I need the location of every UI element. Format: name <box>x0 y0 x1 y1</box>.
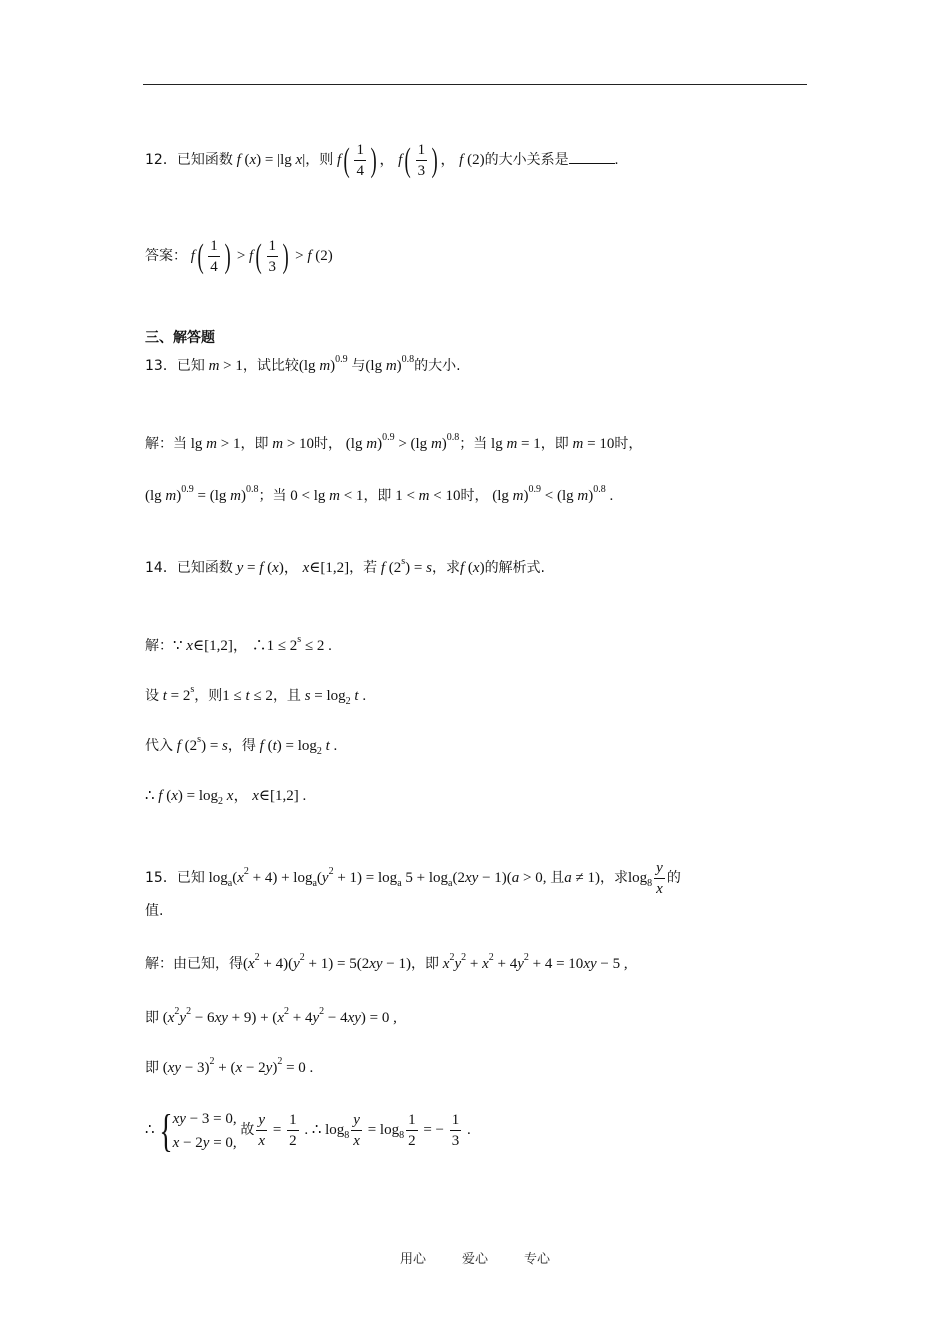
solution-14-line2: 设 $t = 2^s$，则1 ≤ t ≤ 2，且 $s = \log_2 t$ . <box>145 684 367 707</box>
page-footer: 用心 爱心 专心 <box>399 1252 551 1267</box>
section-title: 三、解答题 <box>145 330 215 346</box>
answer-blank <box>569 151 615 164</box>
solution-13-line2: (lg m)$^{0.9}$ = (lg m)$^{0.8}$；当 0 < lg m < 1，即 1 < m < 10时， (lg m)$^{0.9}$ < (lg m)$^{0.8}$ . <box>145 484 614 504</box>
solution-14-line1: 解：∵ x∈[1,2]， ∴1 ≤ $2^s \le 2$ . <box>145 634 332 654</box>
solution-15-line1: 解：由已知，得$(x^2 + 4)(y^2 + 1) = 5(2xy - 1)$，即 $x^2y^2 + x^2 + 4y^2 + 4 = 10xy - 5$ , <box>145 952 628 972</box>
solution-14-line3: 代入 f $(2^s) = s$，得 f $(t) = \log_2 t$ . <box>145 734 338 757</box>
question-15-cont: 值. <box>145 903 164 919</box>
solution-15-line2: 即 $(x^2y^2 - 6xy + 9) + (x^2 + 4y^2 - 4xy) = 0$ , <box>145 1006 397 1026</box>
question-15: 15．已知 $\log_a(x^2 + 4) + \log_a(y^2 + 1) = \log_a 5 + \log_a(2xy - 1)(a > 0$, 且a ≠ 1)，求$\log_8$ $\frac{y}{x}$ 的 <box>145 860 681 897</box>
solution-14-line4: ∴ f $(x) = \log_2 x$， x∈[1,2] . <box>145 788 307 807</box>
solution-15-line3: 即 $(xy - 3)^2 + (x - 2y)^2 = 0$ . <box>145 1056 314 1076</box>
header-rule <box>143 84 807 85</box>
solution-13-line1: 解：当 lg m > 1，即 m > 10时， (lg m)$^{0.9}$ > (lg m)$^{0.8}$；当 lg m = 1，即 m = 10时， <box>145 432 643 452</box>
question-13: 13．已知 m > 1，试比较(lg m)$^{0.9}$ 与(lg m)$^{0.8}$的大小. <box>145 354 461 374</box>
solution-15-line4: ∴{ xy − 3 = 0, x − 2y = 0, 故 $\frac{y}{x}$ = $\frac{1}{2}$ . ∴ $\log_8$ $\frac{y}{x}$ = $\log_8$ $\frac{1}{2}$ = − $\frac{1}{3}$ . <box>145 1105 471 1156</box>
question-12: 12．已知函数 f (x) = |lg x|，则 f( $\frac{1}{4}$ ) ， f( $\frac{1}{3}$ ) ， f (2)的大小关系是 . <box>145 141 619 179</box>
question-number: 12． <box>145 151 177 168</box>
answer-12: 答案： f( $\frac{1}{4}$ ) > f( $\frac{1}{3}$ ) > f (2) <box>145 237 333 275</box>
question-14: 14．已知函数 y = f (x)， x∈[1,2]，若 f $(2^s) = s$，求f (x)的解析式. <box>145 556 546 576</box>
